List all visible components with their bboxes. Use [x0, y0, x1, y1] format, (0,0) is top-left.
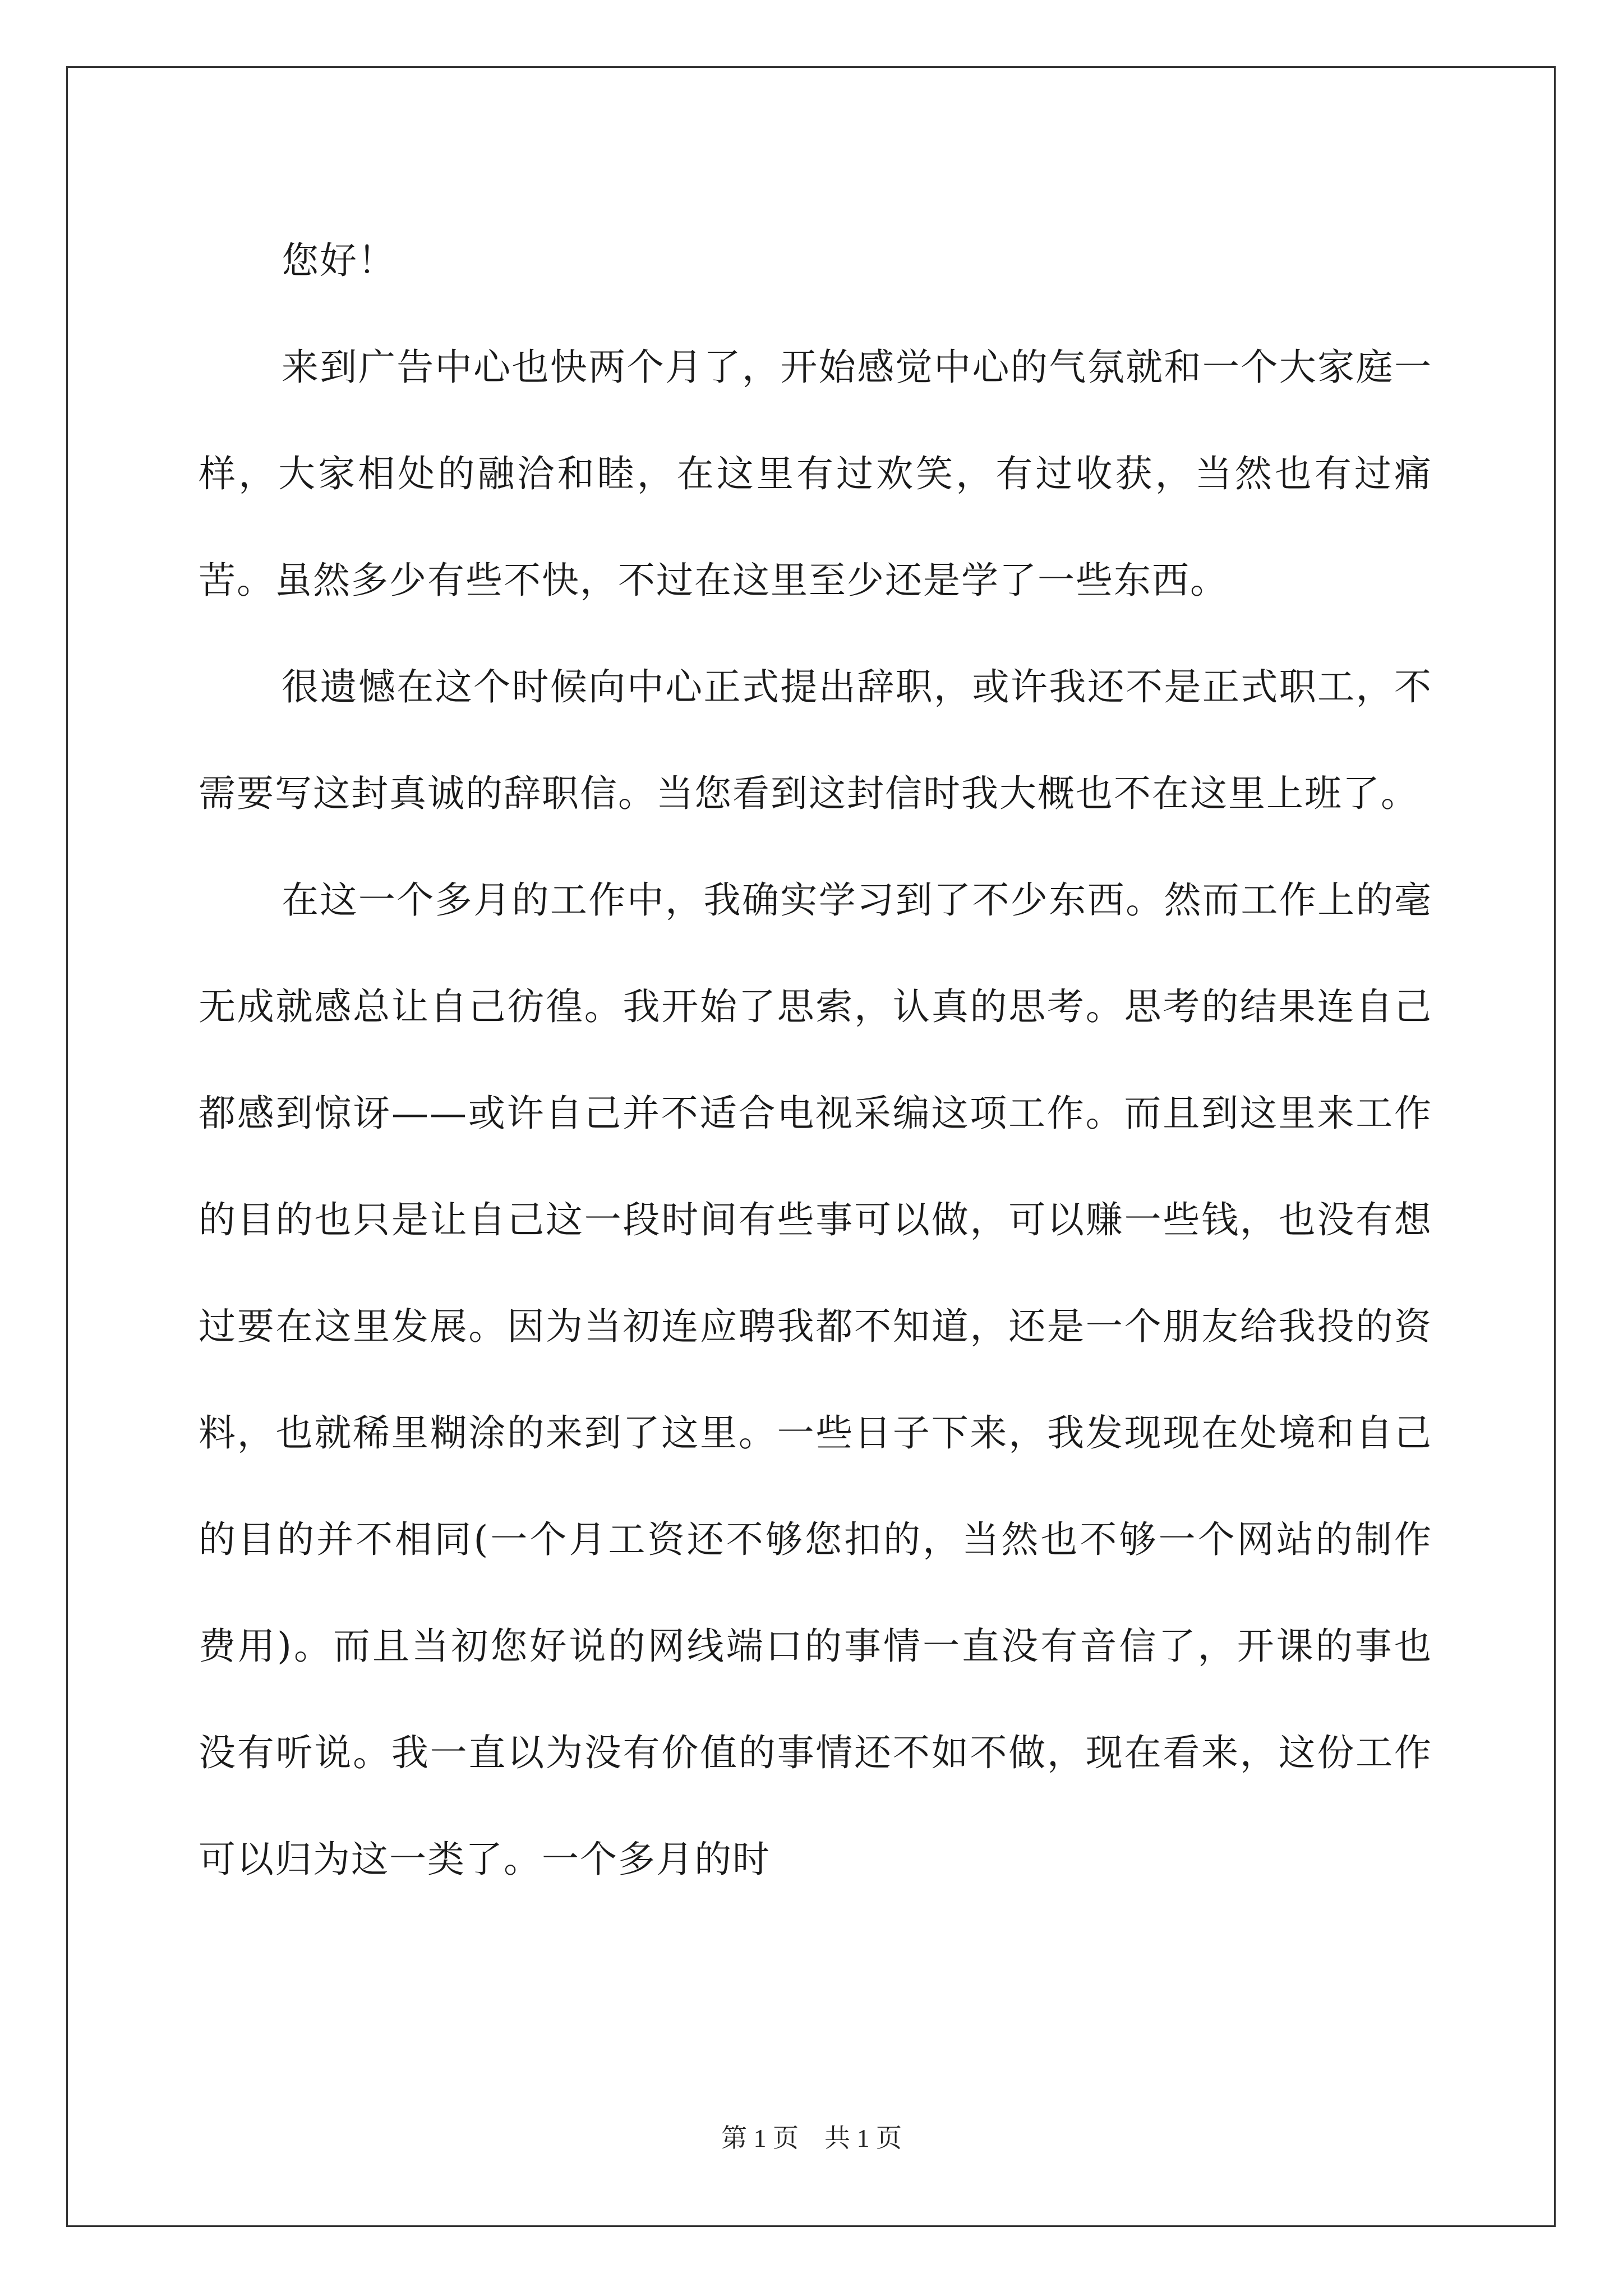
- paragraph-resignation: 很遗憾在这个时候向中心正式提出辞职，或许我还不是正式职工，不需要写这封真诚的辞职信。当您看到这封信时我大概也不在这里上班了。: [199, 665, 1432, 815]
- paragraph-reasons: 在这一个多月的工作中，我确实学习到了不少东西。然而工作上的毫无成就感总让自己彷徨。我开始了思索，认真的思考。思考的结果连自己都感到惊讶——或许自己并不适合电视采编这项工作。而且到这里来工作的目的也只是让自己这一段时间有些事可以做，可以赚一些钱，也没有想过要在这里发展。因为当初连应聘我都不知道，还是一个朋友给我投的资料，也就稀里糊涂的来到了这里。一些日子下来，我发现现在处境和自己的目的并不相同(一个月工资还不够您扣的，当然也不够一个网站的制作费用)。而且当初您好说的网线端口的事情一直没有音信了，开课的事也没有听说。我一直以为没有价值的事情还不如不做，现在看来，这份工作可以归为这一类了。一个多月的时: [199, 878, 1432, 1881]
- paragraph-intro: 来到广告中心也快两个月了，开始感觉中心的气氛就和一个大家庭一样，大家相处的融洽和睦，在这里有过欢笑，有过收获，当然也有过痛苦。虽然多少有些不快，不过在这里至少还是学了一些东西。: [199, 346, 1432, 602]
- document-body: [199, 208, 1432, 1913]
- paragraph-greeting: 您好！: [282, 239, 396, 282]
- page-number-footer: 第 1 页 共 1 页: [721, 2124, 902, 2152]
